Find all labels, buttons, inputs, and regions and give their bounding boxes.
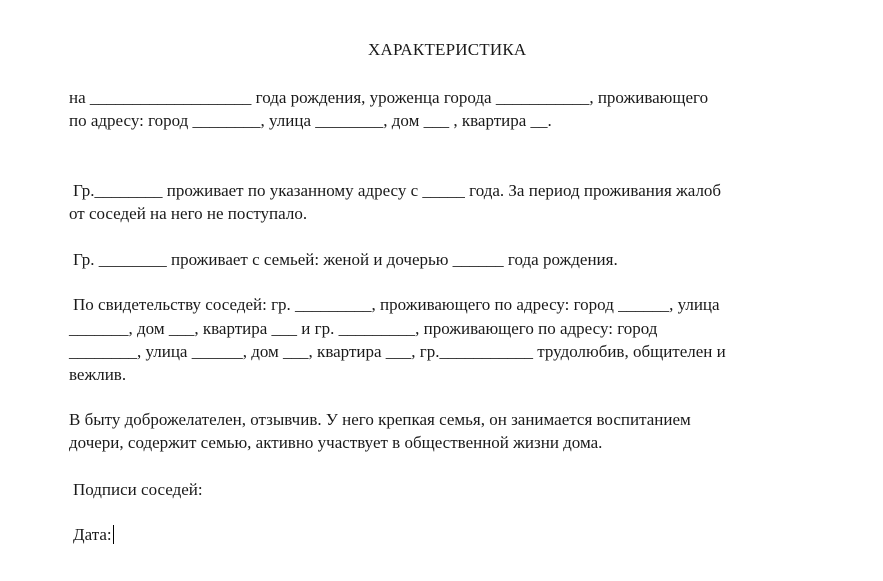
paragraph-2-line-1: Гр. ________ проживает с семьей: женой и дочерью ______ года рождения. [73,250,618,269]
signatures-label: Подписи соседей: [73,480,203,499]
paragraph-3-line-4: вежлив. [69,365,127,384]
document-title: ХАРАКТЕРИСТИКА [368,40,527,59]
paragraph-1-line-1: Гр.________ проживает по указанному адресу с _____ года. За период проживания жалоб [73,181,722,200]
paragraph-3-line-1: По свидетельству соседей: гр. _________, проживающего по адресу: город ______, улица [73,295,720,314]
date-label: Дата: [73,525,112,544]
paragraph-1-line-2: от соседей на него не поступало. [69,204,308,223]
paragraph-4-line-2: дочери, содержит семью, активно участвует в общественной жизни дома. [69,433,603,452]
date-field[interactable] [73,525,114,545]
paragraph-4-line-1: В быту доброжелателен, отзывчив. У него крепкая семья, он занимается воспитанием [69,410,691,429]
paragraph-3-line-2: _______, дом ___, квартира ___ и гр. _________, проживающего по адресу: город [69,319,658,338]
paragraph-3-line-3: ________, улица ______, дом ___, квартира ___, гр.___________ трудолюбив, общителен и [69,342,726,361]
text-cursor [113,525,114,544]
intro-line-2: по адресу: город ________, улица ________, дом ___ , квартира __. [69,111,552,130]
intro-line-1: на ___________________ года рождения, уроженца города ___________, проживающего [69,88,709,107]
